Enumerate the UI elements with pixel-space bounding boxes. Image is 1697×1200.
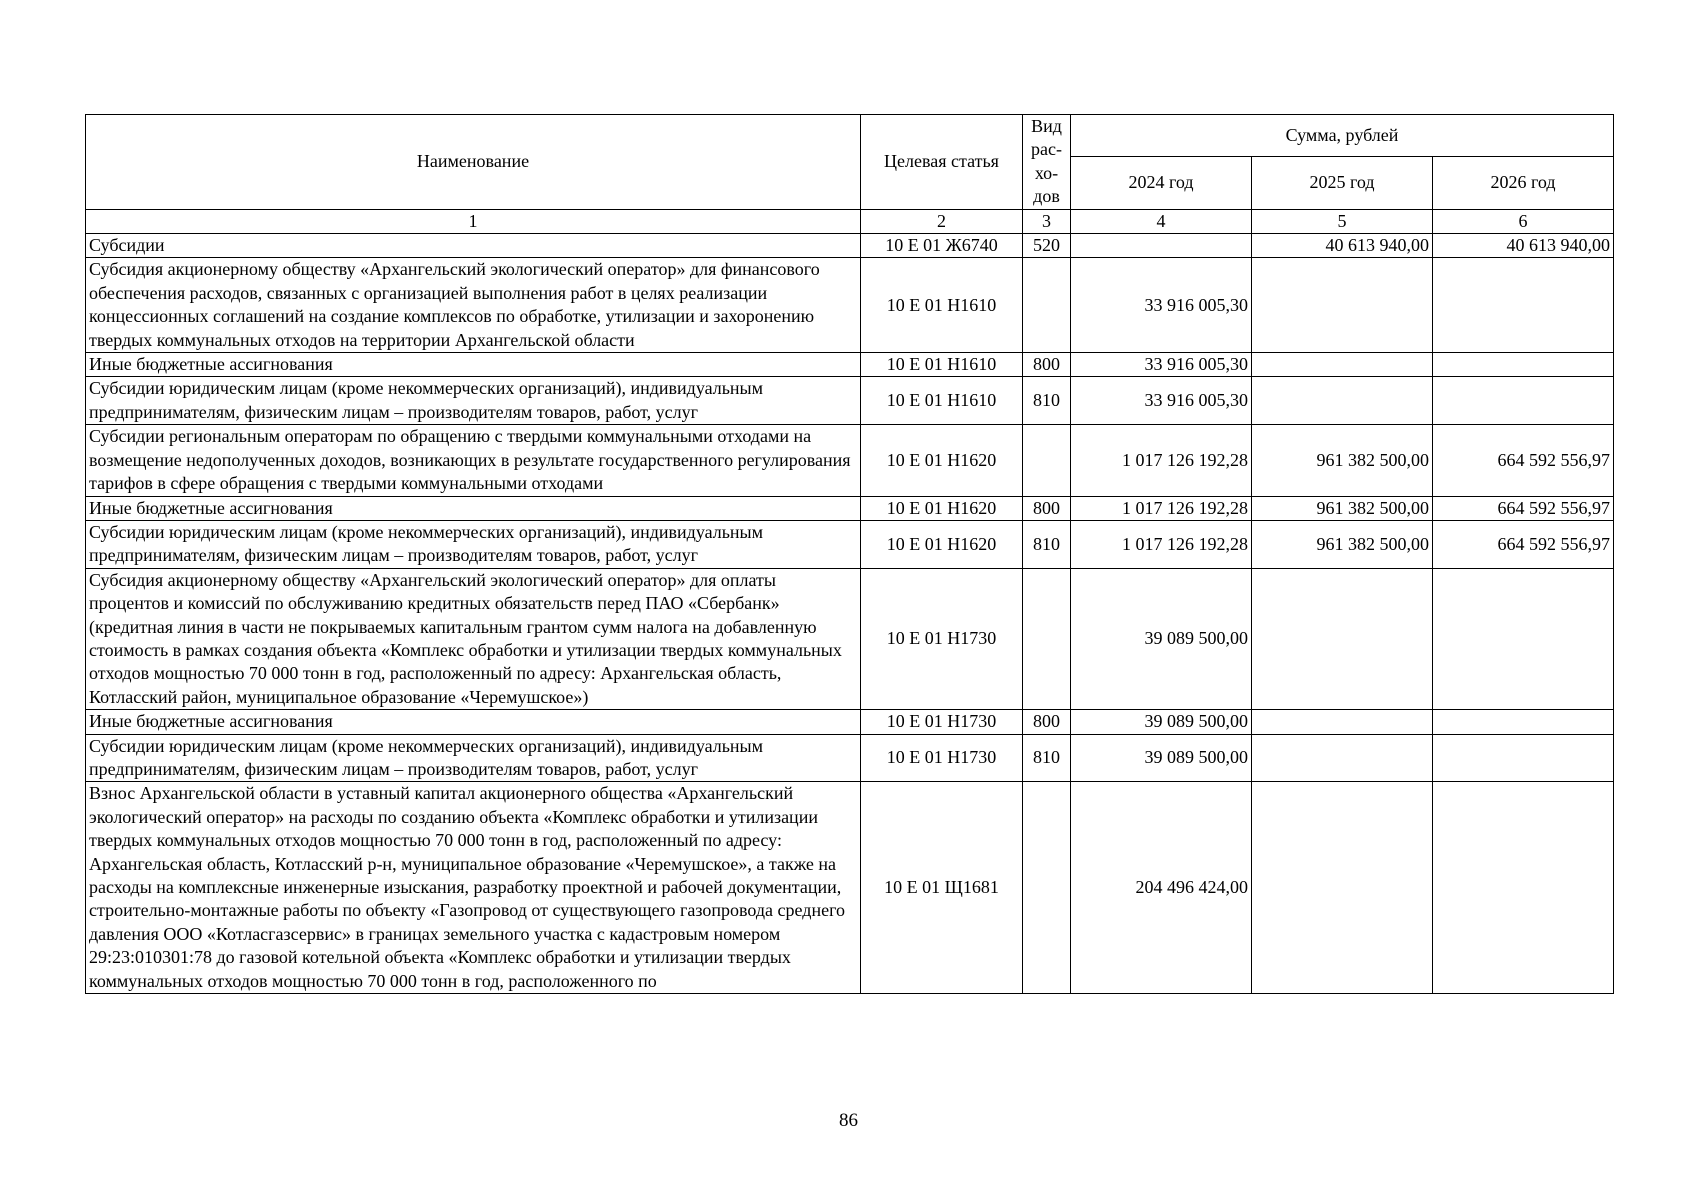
row-amount-2026 [1433,353,1614,377]
row-amount-2025: 961 382 500,00 [1252,425,1433,496]
row-amount-2025 [1252,568,1433,709]
row-vid [1023,258,1071,353]
row-code: 10 Е 01 Н1730 [861,568,1023,709]
row-name: Субсидии юридическим лицам (кроме некоммерческих организаций), индивидуальным предпринимателям, физическим лицам – производителям товаров, работ, услуг [86,377,861,425]
table-row [86,353,1614,377]
header-code: Целевая статья [861,115,1023,210]
row-amount-2025 [1252,782,1433,994]
row-code: 10 Е 01 Н1610 [861,353,1023,377]
row-code: 10 Е 01 Н1620 [861,520,1023,568]
row-amount-2024: 1 017 126 192,28 [1071,425,1252,496]
row-amount-2025 [1252,258,1433,353]
row-amount-2026: 664 592 556,97 [1433,496,1614,520]
row-amount-2025 [1252,710,1433,734]
table-row [86,520,1614,568]
row-amount-2026 [1433,258,1614,353]
row-code: 10 Е 01 Н1620 [861,425,1023,496]
row-amount-2024: 39 089 500,00 [1071,710,1252,734]
table-row [86,782,1614,994]
row-vid [1023,782,1071,994]
row-amount-2024: 39 089 500,00 [1071,734,1252,782]
row-vid: 810 [1023,520,1071,568]
row-vid [1023,568,1071,709]
col-number: 3 [1023,209,1071,233]
col-number: 1 [86,209,861,233]
header-year-2024: 2024 год [1071,157,1252,209]
row-name: Субсидии юридическим лицам (кроме некоммерческих организаций), индивидуальным предпринимателям, физическим лицам – производителям товаров, работ, услуг [86,520,861,568]
row-name: Иные бюджетные ассигнования [86,710,861,734]
table-row [86,568,1614,709]
row-name: Иные бюджетные ассигнования [86,353,861,377]
header-name: Наименование [86,115,861,210]
row-amount-2025: 961 382 500,00 [1252,496,1433,520]
col-number: 6 [1433,209,1614,233]
row-amount-2024: 39 089 500,00 [1071,568,1252,709]
header-year-2025: 2025 год [1252,157,1433,209]
row-amount-2025 [1252,734,1433,782]
row-amount-2026 [1433,782,1614,994]
row-vid: 800 [1023,710,1071,734]
row-amount-2026 [1433,734,1614,782]
row-vid: 810 [1023,377,1071,425]
row-name: Субсидии региональным операторам по обращению с твердыми коммунальными отходами на возмещение недополученных доходов, возникающих в результате государственного регулирования тарифов в сфере обращения с твердыми коммунальными отходами [86,425,861,496]
row-amount-2025 [1252,377,1433,425]
col-number: 2 [861,209,1023,233]
row-code: 10 Е 01 Н1730 [861,710,1023,734]
row-amount-2025: 40 613 940,00 [1252,234,1433,258]
row-amount-2024: 33 916 005,30 [1071,353,1252,377]
row-name: Субсидии [86,234,861,258]
budget-table [85,114,1614,994]
row-code: 10 Е 01 Щ1681 [861,782,1023,994]
row-vid [1023,425,1071,496]
budget-page [85,114,1613,994]
row-vid: 800 [1023,496,1071,520]
row-amount-2026 [1433,710,1614,734]
row-amount-2024: 204 496 424,00 [1071,782,1252,994]
row-code: 10 Е 01 Н1610 [861,258,1023,353]
col-number: 4 [1071,209,1252,233]
header-sum: Сумма, рублей [1071,115,1614,157]
row-name: Субсидии юридическим лицам (кроме некоммерческих организаций), индивидуальным предпринимателям, физическим лицам – производителям товаров, работ, услуг [86,734,861,782]
table-row [86,710,1614,734]
row-amount-2026 [1433,568,1614,709]
row-vid: 520 [1023,234,1071,258]
page-number: 86 [839,1110,858,1131]
table-row [86,258,1614,353]
row-code: 10 Е 01 Ж6740 [861,234,1023,258]
table-row [86,734,1614,782]
row-amount-2026 [1433,377,1614,425]
table-row [86,377,1614,425]
row-amount-2024 [1071,234,1252,258]
header-year-2026: 2026 год [1433,157,1614,209]
row-name: Субсидия акционерному обществу «Архангельский экологический оператор» для оплаты процентов и комиссий по обслуживанию кредитных обязательств перед ПАО «Сбербанк» (кредитная линия в части не покрываемых капитальным грантом сумм налога на добавленную стоимость в рамках создания объекта «Комплекс обработки и утилизации твердых коммунальных отходов мощностью 70 000 тонн в год, расположенный по адресу: Архангельская область, Котласский район, муниципальное образование «Черемушское») [86,568,861,709]
row-name: Иные бюджетные ассигнования [86,496,861,520]
table-row [86,234,1614,258]
row-vid: 800 [1023,353,1071,377]
row-amount-2024: 33 916 005,30 [1071,258,1252,353]
row-name: Взнос Архангельской области в уставный капитал акционерного общества «Архангельский экологический оператор» на расходы по созданию объекта «Комплекс обработки и утилизации твердых коммунальных отходов мощностью 70 000 тонн в год, расположенный по адресу: Архангельская область, Котласский р-н, муниципальное образование «Черемушское», а также на расходы на комплексные инженерные изыскания, разработку проектной и рабочей документации, строительно-монтажные работы по объекту «Газопровод от существующего газопровода среднего давления ООО «Котласгазсервис» в границах земельного участка с кадастровым номером 29:23:010301:78 до газовой котельной объекта «Комплекс обработки и утилизации твердых коммунальных отходов мощностью 70 000 тонн в год, расположенного по [86,782,861,994]
header-vid: Вид рас-хо-дов [1023,115,1071,210]
table-row [86,496,1614,520]
row-amount-2024: 1 017 126 192,28 [1071,520,1252,568]
row-amount-2024: 33 916 005,30 [1071,377,1252,425]
row-code: 10 Е 01 Н1610 [861,377,1023,425]
col-number: 5 [1252,209,1433,233]
row-code: 10 Е 01 Н1730 [861,734,1023,782]
table-row [86,425,1614,496]
row-amount-2026: 664 592 556,97 [1433,520,1614,568]
row-code: 10 Е 01 Н1620 [861,496,1023,520]
row-name: Субсидия акционерному обществу «Архангельский экологический оператор» для финансового обеспечения расходов, связанных с организацией выполнения работ в целях реализации концессионных соглашений на создание комплексов по обработке, утилизации и захоронению твердых коммунальных отходов на территории Архангельской области [86,258,861,353]
row-amount-2026: 40 613 940,00 [1433,234,1614,258]
row-amount-2025 [1252,353,1433,377]
row-vid: 810 [1023,734,1071,782]
row-amount-2025: 961 382 500,00 [1252,520,1433,568]
row-amount-2024: 1 017 126 192,28 [1071,496,1252,520]
row-amount-2026: 664 592 556,97 [1433,425,1614,496]
